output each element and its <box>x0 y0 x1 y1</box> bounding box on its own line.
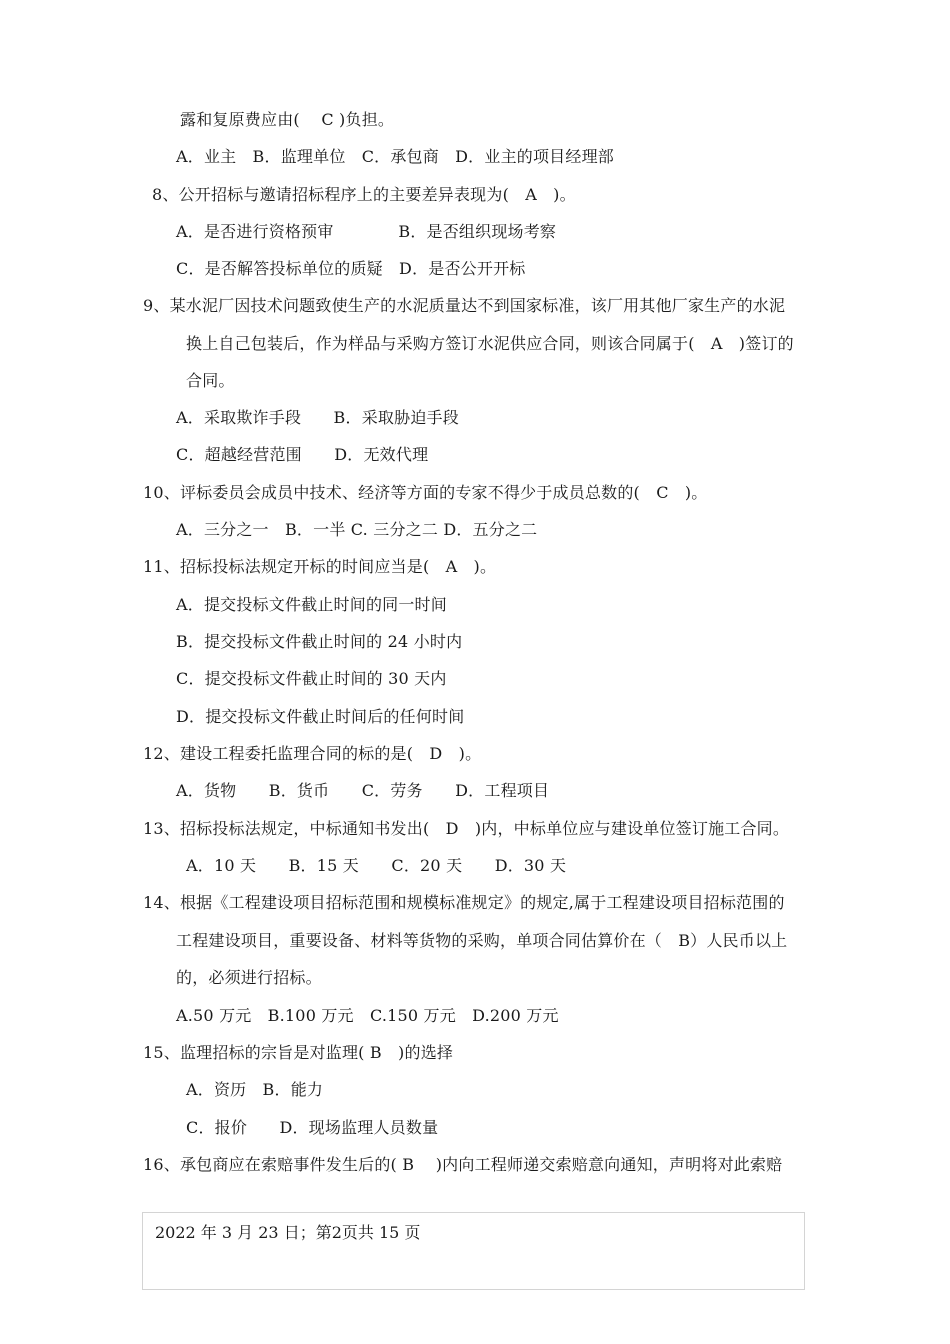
question-16: 16、承包商应在索赔事件发生后的( B )内向工程师递交索赔意向通知，声明将对此索赔 <box>143 1155 783 1174</box>
question-14: 14、根据《工程建设项目招标范围和规模标准规定》的规定,属于工程建设项目招标范围的 <box>143 893 785 912</box>
question-10-options: A．三分之一 B．一半 C. 三分之二 D．五分之二 <box>176 520 538 539</box>
question-8-options-cd: C．是否解答投标单位的质疑 D．是否公开开标 <box>176 259 526 278</box>
question-8: 8、公开招标与邀请招标程序上的主要差异表现为( A )。 <box>152 185 576 204</box>
question-13-options: A．10 天 B．15 天 C．20 天 D．30 天 <box>186 856 567 875</box>
question-8-options-ab: A．是否进行资格预审 B．是否组织现场考察 <box>176 222 557 241</box>
question-11-option-c: C．提交投标文件截止时间的 30 天内 <box>176 669 447 688</box>
question-11-option-a: A．提交投标文件截止时间的同一时间 <box>176 595 447 614</box>
question-10: 10、评标委员会成员中技术、经济等方面的专家不得少于成员总数的( C )。 <box>143 483 708 502</box>
question-11: 11、招标投标法规定开标的时间应当是( A )。 <box>143 557 497 576</box>
question-9: 9、某水泥厂因技术问题致使生产的水泥质量达不到国家标准，该厂用其他厂家生产的水泥 <box>143 296 786 315</box>
question-14-line-3: 的，必须进行招标。 <box>176 968 322 987</box>
question-12-options: A．货物 B．货币 C．劳务 D．工程项目 <box>176 781 550 800</box>
footer-date-page: 2022 年 3 月 23 日；第2页共 15 页 <box>155 1223 421 1242</box>
question-9-line-2: 换上自己包装后，作为样品与采购方签订水泥供应合同，则该合同属于( A )签订的 <box>186 334 794 353</box>
question-11-option-d: D．提交投标文件截止时间后的任何时间 <box>176 707 465 726</box>
question-7-options: A．业主 B．监理单位 C．承包商 D．业主的项目经理部 <box>176 147 614 166</box>
question-15-options-cd: C．报价 D．现场监理人员数量 <box>186 1118 439 1137</box>
question-7-continuation: 露和复原费应由( C )负担。 <box>180 110 395 129</box>
question-15-options-ab: A．资历 B．能力 <box>186 1080 324 1099</box>
question-14-options: A.50 万元 B.100 万元 C.150 万元 D.200 万元 <box>176 1006 559 1025</box>
question-12: 12、建设工程委托监理合同的标的是( D )。 <box>143 744 482 763</box>
question-11-option-b: B．提交投标文件截止时间的 24 小时内 <box>176 632 463 651</box>
page-footer <box>142 1212 805 1290</box>
question-9-options-cd: C．超越经营范围 D．无效代理 <box>176 445 429 464</box>
question-14-line-2: 工程建设项目，重要设备、材料等货物的采购，单项合同估算价在（ B）人民币以上 <box>176 931 788 950</box>
question-9-line-3: 合同。 <box>186 371 235 390</box>
question-13: 13、招标投标法规定，中标通知书发出( D )内，中标单位应与建设单位签订施工合同。 <box>143 819 790 838</box>
question-15: 15、监理招标的宗旨是对监理( B )的选择 <box>143 1043 454 1062</box>
question-9-options-ab: A．采取欺诈手段 B．采取胁迫手段 <box>176 408 459 427</box>
